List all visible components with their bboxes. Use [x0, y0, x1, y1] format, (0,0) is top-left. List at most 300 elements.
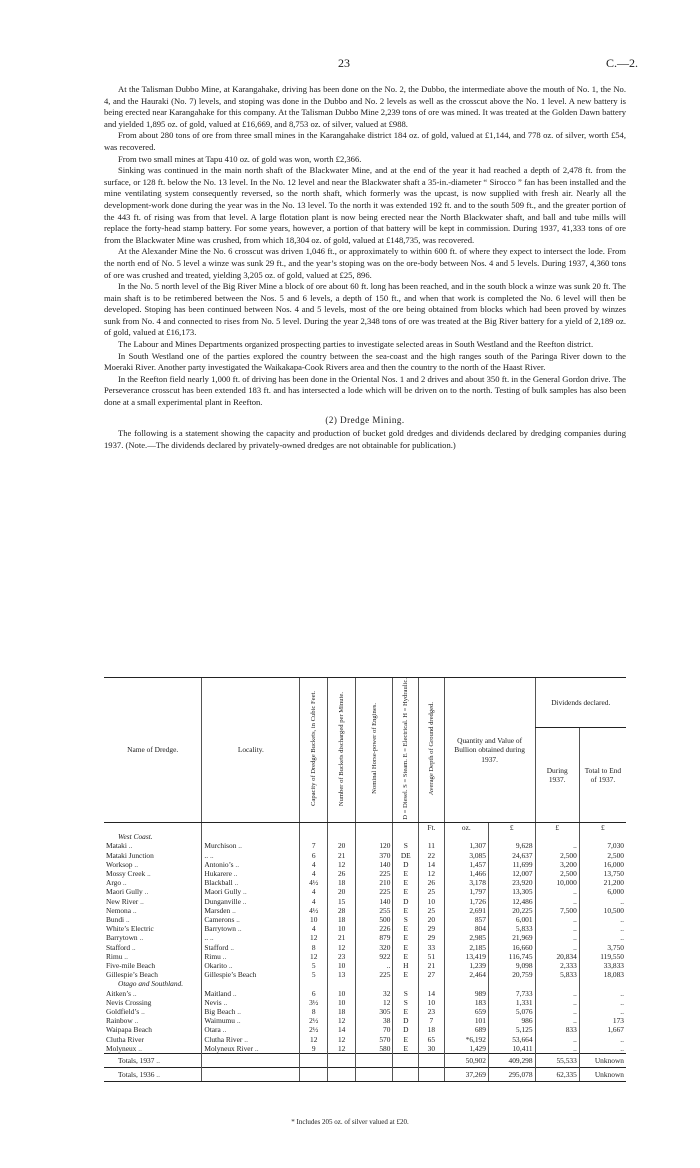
locality-cell	[202, 970, 300, 979]
value-cell: 12,007	[488, 869, 535, 878]
table-intro: The following is a statement showing the capacity and production of bucket gold dredges and dividends declared by dredging companies during 1937. (Note.—The dividends declared by privately-owned dredges are not obtainable for publication.)	[104, 428, 626, 450]
power-type-cell: DE	[393, 851, 419, 860]
dredge-name: White’s Electric	[106, 924, 154, 934]
empty-cell	[579, 979, 626, 988]
horsepower-cell: 922	[356, 952, 393, 961]
power-type-cell: E	[393, 878, 419, 887]
empty-cell	[328, 979, 356, 988]
value-cell: 24,637	[488, 851, 535, 860]
paragraph: From about 280 tons of ore from three small mines in the Karangahake district 184 oz. of gold, valued at £1,144, and 778 oz. of silver, worth £54, was recovered.	[104, 130, 626, 152]
locality: Okarito	[204, 961, 227, 971]
gold-oz-cell: 101	[444, 1016, 488, 1025]
dividend-during-cell: 833	[535, 1025, 579, 1034]
capacity-cell: 4	[300, 924, 328, 933]
capacity-cell: 10	[300, 915, 328, 924]
leader-dots: ..	[140, 896, 144, 906]
table-row	[104, 1035, 626, 1044]
buckets-cell: 13	[328, 970, 356, 979]
col-header-total: Total to End of 1937.	[579, 727, 626, 822]
paragraph: In the No. 5 north level of the Big River Mine a block of ore about 60 ft. long has been reached, and in the south block a winze was sunk 20 ft. The main shaft is to be retimbered between the Nos. 5 and 6 levels, a depth of 150 ft., and when that work is completed the No. 6 level will then be developed. Stoping has been continued between Nos. 4 and 5 levels, most of the ore being obtained from blocks which had been proved by winzes sunk from No. 4 and connected to rises from No. 5 level. During the year 2,348 tons of ore was treated at the Big River battery for a yield of 2,189 oz. of gold, valued at £16,173.	[104, 281, 626, 338]
gold-oz-cell: *6,192	[444, 1035, 488, 1044]
dividend-during-cell: ..	[535, 924, 579, 933]
unit-value: £	[488, 822, 535, 832]
power-type-cell: E	[393, 1035, 419, 1044]
table-row	[104, 970, 626, 979]
power-type-cell: E	[393, 1044, 419, 1054]
locality-cell	[202, 1044, 300, 1054]
dredge-name: Worksop	[106, 859, 133, 869]
dredge-name-cell	[104, 1007, 202, 1016]
dredge-name: New River	[106, 896, 139, 906]
paragraph: At the Talisman Dubbo Mine, at Karangahake, driving has been done on the No. 2, the Dubbo, the intermediate above the mouth of No. 1, the No. 4, and the Hauraki (No. 7) levels, and stoping was done in the Dubbo and No. 2 levels as well as the crosscut above the No. 1 level. A new battery is being erected near Karangahake for this company. At the Talisman Dubbo Mine 2,239 tons of ore was mined. It was treated at the Golden Dawn battery and yielded 1,895 oz. of gold, valued at £16,669, and 8,753 oz. of silver, valued at £988.	[104, 84, 626, 129]
horsepower-cell: 32	[356, 989, 393, 998]
totals-label: Totals, 1936	[118, 1070, 155, 1080]
power-type-cell: E	[393, 933, 419, 942]
empty-cell	[202, 832, 300, 841]
empty-cell	[419, 979, 445, 988]
value-cell: 986	[488, 1016, 535, 1025]
dredge-name-cell	[104, 851, 202, 860]
leader-dots: ..	[232, 905, 236, 915]
leader-dots: ..	[230, 942, 235, 952]
col-header-locality: Locality.	[202, 678, 300, 823]
empty-cell	[579, 832, 626, 841]
dredge-name-cell	[104, 924, 202, 933]
gold-oz-cell: 183	[444, 998, 488, 1007]
buckets-cell: 20	[328, 841, 356, 850]
empty-cell	[356, 1068, 393, 1082]
gold-oz-cell: 1,726	[444, 897, 488, 906]
empty-cell	[328, 1068, 356, 1082]
horsepower-cell: 225	[356, 970, 393, 979]
dividend-total-cell: 2,500	[579, 851, 626, 860]
capacity-cell: 8	[300, 943, 328, 952]
leader-dots: ..	[124, 951, 128, 961]
buckets-cell: 12	[328, 860, 356, 869]
dividend-total-cell: ..	[579, 989, 626, 998]
dredge-name: Barrytown	[106, 933, 138, 943]
table-row	[104, 1044, 626, 1054]
dividend-total-cell: 18,083	[579, 970, 626, 979]
dividend-during-cell: ..	[535, 1007, 579, 1016]
horsepower-cell: 305	[356, 1007, 393, 1016]
locality: Dunganville	[204, 896, 241, 906]
dividend-during-cell: 7,500	[535, 906, 579, 915]
locality-cell	[202, 915, 300, 924]
horsepower-cell: 226	[356, 924, 393, 933]
dredge-name-cell	[104, 915, 202, 924]
col-header-name: Name of Dredge.	[104, 678, 202, 823]
table-row	[104, 878, 626, 887]
col-header-capacity: Capacity of Dredge Buckets, in Cubic Feet.	[300, 678, 328, 823]
dividend-during-cell: ..	[535, 841, 579, 850]
value-cell: 53,664	[488, 1035, 535, 1044]
locality: ..	[204, 933, 209, 943]
dividend-during-cell: ..	[535, 1035, 579, 1044]
col-header-buckets: Number of Buckets discharged per Minute.	[328, 678, 356, 823]
empty-cell	[328, 1054, 356, 1068]
totals-during: 55,533	[535, 1054, 579, 1068]
dredge-name-cell	[104, 970, 202, 979]
buckets-cell: 12	[328, 1035, 356, 1044]
unit-oz: oz.	[444, 822, 488, 832]
dredge-name-cell	[104, 961, 202, 970]
value-cell: 13,305	[488, 887, 535, 896]
dividend-total-cell: ..	[579, 897, 626, 906]
empty-cell	[356, 832, 393, 841]
capacity-cell: 12	[300, 933, 328, 942]
value-cell: 23,920	[488, 878, 535, 887]
leader-dots: ..	[222, 951, 227, 961]
leader-dots: ..	[138, 1043, 142, 1053]
value-cell: 6,001	[488, 915, 535, 924]
table-row	[104, 915, 626, 924]
dividend-during-cell: ..	[535, 887, 579, 896]
dredge-name-cell	[104, 933, 202, 942]
dividend-total-cell: ..	[579, 915, 626, 924]
paragraph: In the Reefton field nearly 1,000 ft. of driving has been done in the Oriental Nos. 1 and 2 drives and about 350 ft. in the General Gordon drive. The Perseverance crosscut has been extended 183 ft. and has intersected a lode which will be driven on to the north. Testing of bulk samples has also been done at a small experimental plant in Reefton.	[104, 373, 626, 408]
leader-dots: ..	[132, 988, 137, 998]
locality-cell	[202, 952, 300, 961]
locality-cell	[202, 961, 300, 970]
dividend-total-cell: ..	[579, 1044, 626, 1054]
locality: Marsden	[204, 905, 231, 915]
dividend-total-cell: 21,200	[579, 878, 626, 887]
capacity-cell: 12	[300, 1035, 328, 1044]
empty-cell	[488, 979, 535, 988]
dividend-during-cell: ..	[535, 1044, 579, 1054]
power-type-cell: E	[393, 869, 419, 878]
depth-cell: 7	[419, 1016, 445, 1025]
dividend-during-cell: ..	[535, 933, 579, 942]
empty-cell	[444, 979, 488, 988]
gold-oz-cell: 857	[444, 915, 488, 924]
locality: Maitland	[204, 988, 232, 998]
body-text	[104, 84, 626, 451]
table-row	[104, 1007, 626, 1016]
buckets-cell: 26	[328, 869, 356, 878]
capacity-cell: 2½	[300, 1016, 328, 1025]
locality-cell	[202, 851, 300, 860]
horsepower-cell: 370	[356, 851, 393, 860]
dredge-name-cell	[104, 998, 202, 1007]
paragraph: At the Alexander Mine the No. 6 crosscut was driven 1,046 ft., or approximately to within 600 ft. of where they expect to intersect the lode. From the north end of No. 5 level a winze was sunk 29 ft., and the year’s stoping was on the ore-body between Nos. 4 and 5 levels. During 1937, 4,360 tons of ore was crushed and treated, yielding 3,205 oz. of gold, valued at £25, 896.	[104, 246, 626, 280]
empty-cell	[393, 832, 419, 841]
horsepower-cell: 225	[356, 887, 393, 896]
depth-cell: 65	[419, 1035, 445, 1044]
leader-dots: ..	[244, 1034, 248, 1044]
dredge-name-cell	[104, 1035, 202, 1044]
table-row	[104, 851, 626, 860]
unit-depth: Ft.	[419, 822, 445, 832]
leader-dots: ..	[131, 942, 136, 952]
dividend-during-cell: ..	[535, 1016, 579, 1025]
empty-cell	[202, 1054, 300, 1068]
dredge-name: Goldfield’s	[106, 1007, 140, 1017]
gold-oz-cell: 2,691	[444, 906, 488, 915]
value-cell: 9,628	[488, 841, 535, 850]
locality-cell	[202, 878, 300, 887]
value-cell: 5,076	[488, 1007, 535, 1016]
totals-value: 409,298	[488, 1054, 535, 1068]
gold-oz-cell: 1,307	[444, 841, 488, 850]
leader-dots: ..	[234, 878, 239, 888]
buckets-cell: 12	[328, 1016, 356, 1025]
power-type-cell: E	[393, 952, 419, 961]
dredge-name-cell	[104, 878, 202, 887]
table-row	[104, 841, 626, 850]
empty-cell	[356, 979, 393, 988]
gold-oz-cell: 2,185	[444, 943, 488, 952]
horsepower-cell: 255	[356, 906, 393, 915]
col-header-dividends: Dividends declared.	[535, 678, 626, 728]
leader-dots: ..	[209, 933, 214, 943]
value-cell: 7,733	[488, 989, 535, 998]
depth-cell: 33	[419, 943, 445, 952]
depth-cell: 12	[419, 869, 445, 878]
dredge-name-cell	[104, 1044, 202, 1054]
dredge-name: Five-mile Beach	[106, 961, 156, 971]
leader-dots: ..	[134, 859, 139, 869]
table-row	[104, 961, 626, 970]
dividend-total-cell: 6,000	[579, 887, 626, 896]
dividend-total-cell: 10,500	[579, 906, 626, 915]
capacity-cell: 4	[300, 887, 328, 896]
dividend-during-cell: 20,834	[535, 952, 579, 961]
dividend-total-cell: 13,750	[579, 869, 626, 878]
dividend-during-cell: 3,200	[535, 860, 579, 869]
empty-cell	[300, 1068, 328, 1082]
depth-cell: 14	[419, 860, 445, 869]
empty-cell	[356, 1054, 393, 1068]
leader-dots: ..	[156, 1070, 160, 1080]
horsepower-cell: 500	[356, 915, 393, 924]
locality-cell	[202, 906, 300, 915]
leader-dots: ..	[238, 841, 242, 851]
totals-total: Unknown	[579, 1054, 626, 1068]
power-type-cell: S	[393, 998, 419, 1007]
dredge-name: Argo	[106, 878, 122, 888]
region-name: Otago and Southland.	[118, 979, 184, 989]
totals-during: 62,335	[535, 1068, 579, 1082]
document-code: C.—2.	[605, 56, 638, 70]
dredge-name-cell	[104, 860, 202, 869]
totals-row	[104, 1054, 626, 1068]
dividend-total-cell: ..	[579, 924, 626, 933]
empty-cell	[328, 832, 356, 841]
capacity-cell: 5	[300, 961, 328, 970]
locality-cell	[202, 989, 300, 998]
gold-oz-cell: 1,466	[444, 869, 488, 878]
col-header-depth: Average Depth of Ground dredged.	[419, 678, 445, 823]
locality: Blackball	[204, 878, 233, 888]
dredge-name-cell	[104, 887, 202, 896]
region-row	[104, 832, 626, 841]
dredge-name-cell	[104, 841, 202, 850]
dividend-total-cell: 173	[579, 1016, 626, 1025]
locality-cell	[202, 1016, 300, 1025]
table-row	[104, 998, 626, 1007]
buckets-cell: 12	[328, 943, 356, 952]
table-row	[104, 924, 626, 933]
capacity-cell: 4	[300, 869, 328, 878]
dredge-name-cell	[104, 897, 202, 906]
locality-cell	[202, 1007, 300, 1016]
units-row	[104, 822, 626, 832]
dividend-during-cell: ..	[535, 915, 579, 924]
locality-cell	[202, 897, 300, 906]
dredge-name: Mossy Creek	[106, 869, 146, 878]
value-cell: 5,125	[488, 1025, 535, 1034]
totals-oz: 50,902	[444, 1054, 488, 1068]
buckets-cell: 18	[328, 915, 356, 924]
horsepower-cell: 70	[356, 1025, 393, 1034]
power-type-cell: E	[393, 943, 419, 952]
capacity-cell: 6	[300, 851, 328, 860]
paragraph: The Labour and Mines Departments organized prospecting parties to investigate selected areas in South Westland and the Reefton district.	[118, 339, 594, 350]
dividend-during-cell: 2,500	[535, 869, 579, 878]
value-cell: 1,331	[488, 998, 535, 1007]
col-header-quantity: Quantity and Value of Bullion obtained during 1937.	[444, 678, 535, 823]
buckets-cell: 21	[328, 933, 356, 942]
depth-cell: 21	[419, 961, 445, 970]
capacity-cell: 4½	[300, 878, 328, 887]
table-row	[104, 1016, 626, 1025]
dividend-total-cell: ..	[579, 1007, 626, 1016]
buckets-cell: 10	[328, 998, 356, 1007]
leader-dots: ..	[156, 1056, 160, 1066]
dredge-name: Waipapa Beach	[106, 1025, 152, 1035]
locality-cell	[202, 869, 300, 878]
horsepower-cell: 140	[356, 860, 393, 869]
power-type-cell: E	[393, 887, 419, 896]
capacity-cell: 4	[300, 897, 328, 906]
table-header	[104, 678, 626, 823]
locality-cell	[202, 1035, 300, 1044]
locality-cell	[202, 841, 300, 850]
dredge-name-cell	[104, 943, 202, 952]
leader-dots: ..	[209, 850, 214, 860]
depth-cell: 20	[419, 915, 445, 924]
value-cell: 20,759	[488, 970, 535, 979]
dredge-table	[104, 677, 626, 1082]
unit-during: £	[535, 822, 579, 832]
locality-cell	[202, 860, 300, 869]
empty-cell	[202, 1068, 300, 1082]
empty-cell	[535, 979, 579, 988]
capacity-cell: 6	[300, 989, 328, 998]
region-name: West Coast.	[118, 832, 153, 842]
locality: Clutha River	[204, 1034, 243, 1044]
dividend-during-cell: ..	[535, 943, 579, 952]
locality: Stafford	[204, 942, 229, 952]
locality: Rimu	[204, 951, 221, 961]
leader-dots: ..	[147, 869, 151, 878]
col-header-during: During 1937.	[535, 727, 579, 822]
locality-cell	[202, 1025, 300, 1034]
horsepower-cell: 140	[356, 897, 393, 906]
depth-cell: 51	[419, 952, 445, 961]
col-header-power-type: D = Diesel. S = Steam. E = Electrical. H = Hydraulic.	[393, 678, 419, 823]
leader-dots: ..	[222, 1025, 227, 1035]
empty-cell	[393, 1068, 419, 1082]
dredge-name: Mataki	[106, 841, 127, 851]
value-cell: 10,411	[488, 1044, 535, 1054]
table-row	[104, 869, 626, 878]
capacity-cell: 12	[300, 952, 328, 961]
paragraph: In South Westland one of the parties explored the country between the sea-coast and the high ranges south of the Paringa River down to the Moeraki River. Another party investigated the Waikakapa-Cook Rivers area and then the country to the north of the Haast River.	[104, 350, 626, 373]
depth-cell: 22	[419, 851, 445, 860]
capacity-cell: 4	[300, 860, 328, 869]
dredge-name: Aitken’s	[106, 988, 132, 998]
gold-oz-cell: 1,429	[444, 1044, 488, 1054]
dredge-name-cell	[104, 1016, 202, 1025]
leader-dots: ..	[228, 961, 233, 971]
leader-dots: ..	[139, 933, 144, 943]
depth-cell: 18	[419, 1025, 445, 1034]
locality: Murchison	[204, 841, 237, 851]
dividend-during-cell: ..	[535, 998, 579, 1007]
depth-cell: 25	[419, 906, 445, 915]
empty-cell	[300, 832, 328, 841]
locality-cell	[202, 943, 300, 952]
gold-oz-cell: 804	[444, 924, 488, 933]
locality: Gillespie’s Beach	[204, 970, 257, 980]
value-cell: 5,833	[488, 924, 535, 933]
power-type-cell: E	[393, 924, 419, 933]
horsepower-cell: 570	[356, 1035, 393, 1044]
leader-dots: ..	[122, 878, 127, 888]
capacity-cell: 2½	[300, 1025, 328, 1034]
empty-cell	[535, 832, 579, 841]
dividend-total-cell: ..	[579, 998, 626, 1007]
dividend-total-cell: 7,030	[579, 841, 626, 850]
locality: Maori Gully	[204, 887, 242, 897]
depth-cell: 10	[419, 998, 445, 1007]
totals-label: Totals, 1937	[118, 1056, 155, 1066]
leader-dots: ..	[223, 997, 228, 1007]
horsepower-cell: ..	[356, 961, 393, 970]
table-row	[104, 943, 626, 952]
footnote: * Includes 205 oz. of silver valued at £20.	[291, 1118, 409, 1126]
locality-cell	[202, 998, 300, 1007]
leader-dots: ..	[132, 905, 137, 915]
capacity-cell: 3½	[300, 998, 328, 1007]
leader-dots: ..	[144, 887, 149, 897]
gold-oz-cell: 1,457	[444, 860, 488, 869]
depth-cell: 23	[419, 1007, 445, 1016]
power-type-cell: D	[393, 1025, 419, 1034]
col-header-horsepower: Nominal Horse-power of Engines.	[356, 678, 393, 823]
dredge-name-cell	[104, 989, 202, 998]
dredge-name: Stafford	[106, 942, 131, 952]
leader-dots: ..	[236, 915, 240, 925]
dividend-during-cell: 2,333	[535, 961, 579, 970]
buckets-cell: 15	[328, 897, 356, 906]
empty-cell	[488, 832, 535, 841]
dredge-name-cell	[104, 1025, 202, 1034]
locality: Waimumu	[204, 1016, 235, 1026]
power-type-cell: E	[393, 906, 419, 915]
totals-label-cell	[104, 1054, 202, 1068]
paragraph: Sinking was continued in the main north shaft of the Blackwater Mine, and at the end of the year it had reached a depth of 2,478 ft. from the surface, or 128 ft. below the No. 13 level. In the No. 12 level and near the Blackwater shaft a 35-in.-diameter “ Sirocco ” fan has been installed and the mine ventilating system consequently reversed, so the north shaft, which formerly was the upcast, is now supplied with fresh air. Nearly all the development-work done during the year was in the No. 13 level. To the north it was extended 192 ft. and to the south 509 ft., and the greater portion of the 443 ft. of rising was from that level. A large flotation plant is now being erected near the North Blackwater shaft, and ball and tube mills will replace the forty-head stamp battery. For some years, however, a portion of that battery will be kept in commission. During 1937, 41,333 tons of ore from the Blackwater Mine was crushed, from which 18,304 oz. of gold, valued at £148,735, was recovered.	[104, 165, 626, 245]
horsepower-cell: 38	[356, 1016, 393, 1025]
horsepower-cell: 120	[356, 841, 393, 850]
value-cell: 116,745	[488, 952, 535, 961]
dredge-name-cell	[104, 952, 202, 961]
buckets-cell: 18	[328, 878, 356, 887]
horsepower-cell: 210	[356, 878, 393, 887]
